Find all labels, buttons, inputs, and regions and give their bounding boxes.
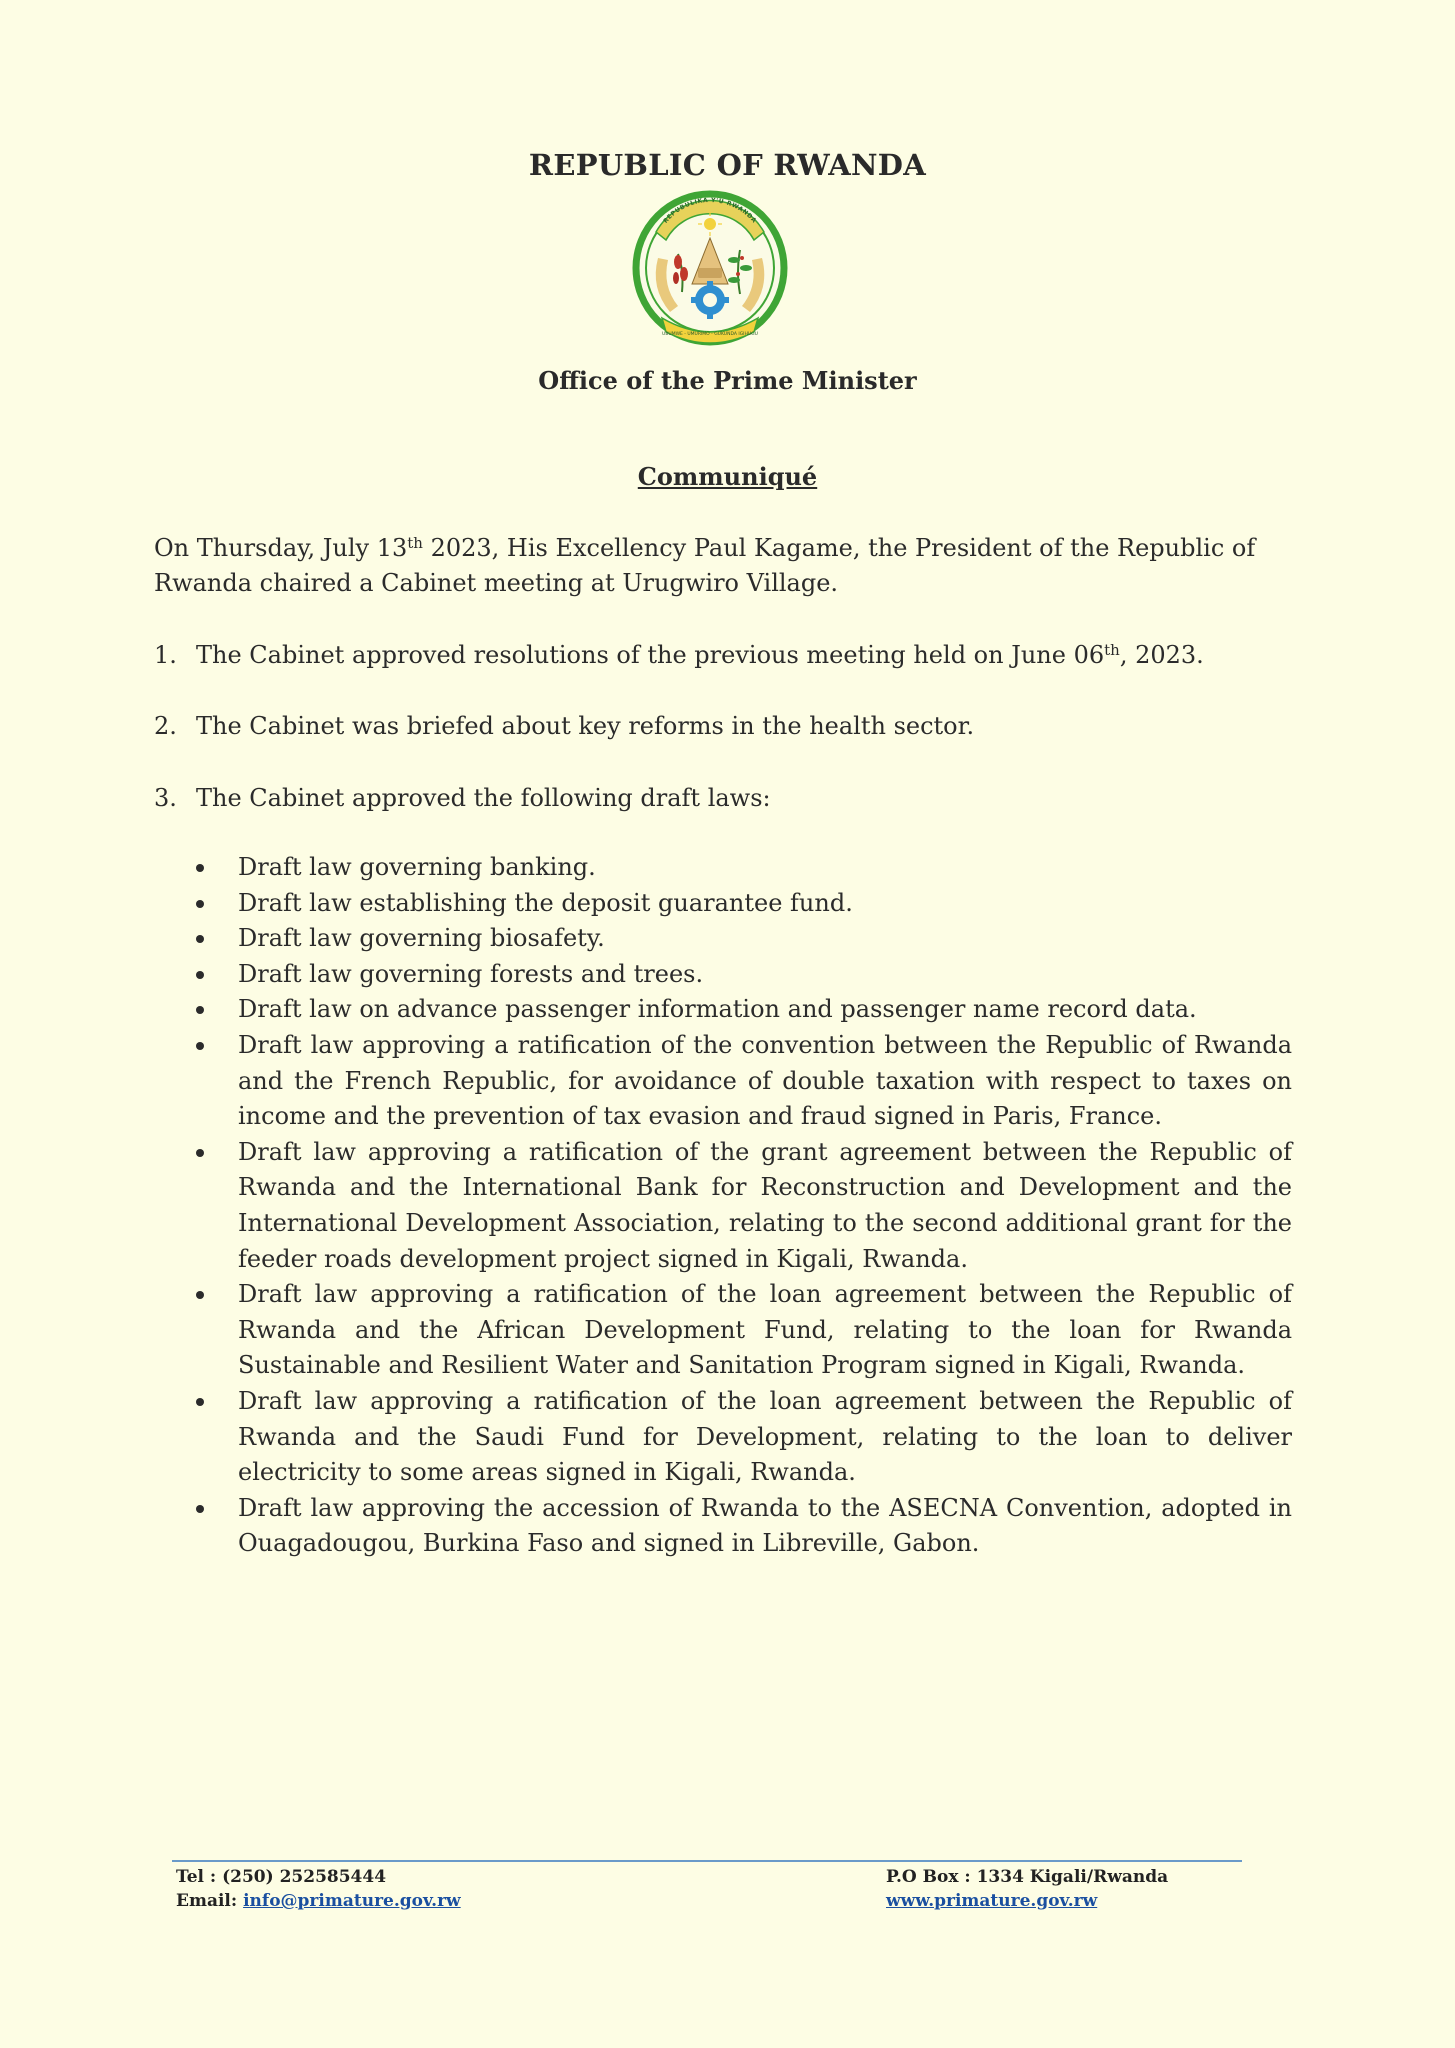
- bullet-icon: [196, 1291, 204, 1299]
- list-item: Draft law governing banking.: [188, 850, 1292, 886]
- list-item: Draft law approving the accession of Rwanda to the ASECNA Convention, adopted in Ouagadougou, Burkina Faso and signed in Libreville, Gabon.: [188, 1491, 1292, 1562]
- country-heading: REPUBLIC OF RWANDA: [528, 148, 927, 182]
- rwanda-coat-of-arms-icon: [628, 188, 792, 358]
- list-item: Draft law establishing the deposit guarantee fund.: [188, 886, 1292, 922]
- bullet-icon: [196, 1505, 204, 1513]
- footer-tel: Tel : (250) 252585444: [176, 1867, 387, 1887]
- office-heading: Office of the Prime Minister: [538, 366, 917, 395]
- bullet-icon: [196, 935, 204, 943]
- website-link[interactable]: www.primature.gov.rw: [886, 1891, 1098, 1911]
- footer-email: Email: info@primature.gov.rw: [176, 1891, 461, 1911]
- list-item: Draft law approving a ratification of the loan agreement between the Republic of Rwanda and the African Development Fund, relating to the loan for Rwanda Sustainable and Resilient Water and Sanitation Program signed in Kigali, Rwanda.: [188, 1277, 1292, 1384]
- footer-pobox: P.O Box : 1334 Kigali/Rwanda: [886, 1867, 1169, 1887]
- item-number: 2.: [154, 712, 177, 740]
- footer-website: [886, 1889, 1168, 1913]
- draft-laws-list: [188, 850, 1292, 1562]
- list-item: Draft law approving a ratification of the grant agreement between the Republic of Rwanda and the International Bank for Reconstruction and Development and the International Development Association, relating to the second additional grant for the feeder roads development project signed in Kigali, Rwanda.: [188, 1135, 1292, 1277]
- bullet-icon: [196, 864, 204, 872]
- footer-contact: [176, 1865, 461, 1913]
- item-text: The Cabinet was briefed about key reforms in the health sector.: [196, 712, 975, 740]
- bullet-icon: [196, 900, 204, 908]
- list-item: Draft law approving a ratification of the loan agreement between the Republic of Rwanda and the Saudi Fund for Development, relating to the loan to deliver electricity to some areas signed in Kigali, Rwanda.: [188, 1384, 1292, 1491]
- list-item: Draft law approving a ratification of the convention between the Republic of Rwanda and the French Republic, for avoidance of double taxation with respect to taxes on income and the prevention of tax evasion and fraud signed in Paris, France.: [188, 1028, 1292, 1135]
- bullet-icon: [196, 1042, 204, 1050]
- intro-paragraph: On Thursday, July 13th 2023, His Excellency Paul Kagame, the President of the Republic of Rwanda chaired a Cabinet meeting at Urugwiro Village.: [154, 534, 1256, 597]
- bullet-icon: [196, 971, 204, 979]
- item-text: The Cabinet approved the following draft laws:: [196, 784, 771, 812]
- footer-address: [886, 1865, 1168, 1913]
- email-link[interactable]: info@primature.gov.rw: [243, 1891, 461, 1911]
- list-item: Draft law governing forests and trees.: [188, 957, 1292, 993]
- item-text: The Cabinet approved resolutions of the previous meeting held on June 06th, 2023.: [196, 641, 1204, 669]
- item-number: 1.: [154, 641, 177, 669]
- list-item: Draft law governing biosafety.: [188, 921, 1292, 957]
- emblem-motto-text: UBUMWE - UMURIMO - GUKUNDA IGIHUGU: [662, 332, 758, 337]
- item-number: 3.: [154, 784, 177, 812]
- footer-divider: [172, 1860, 1242, 1862]
- bullet-icon: [196, 1398, 204, 1406]
- document-title: Communiqué: [637, 462, 818, 491]
- bullet-icon: [196, 1149, 204, 1157]
- list-item: Draft law on advance passenger information and passenger name record data.: [188, 992, 1292, 1028]
- emblem-top-ribbon-text: REPUBULIKA Y'U RWANDA: [662, 196, 758, 225]
- bullet-icon: [196, 1006, 204, 1014]
